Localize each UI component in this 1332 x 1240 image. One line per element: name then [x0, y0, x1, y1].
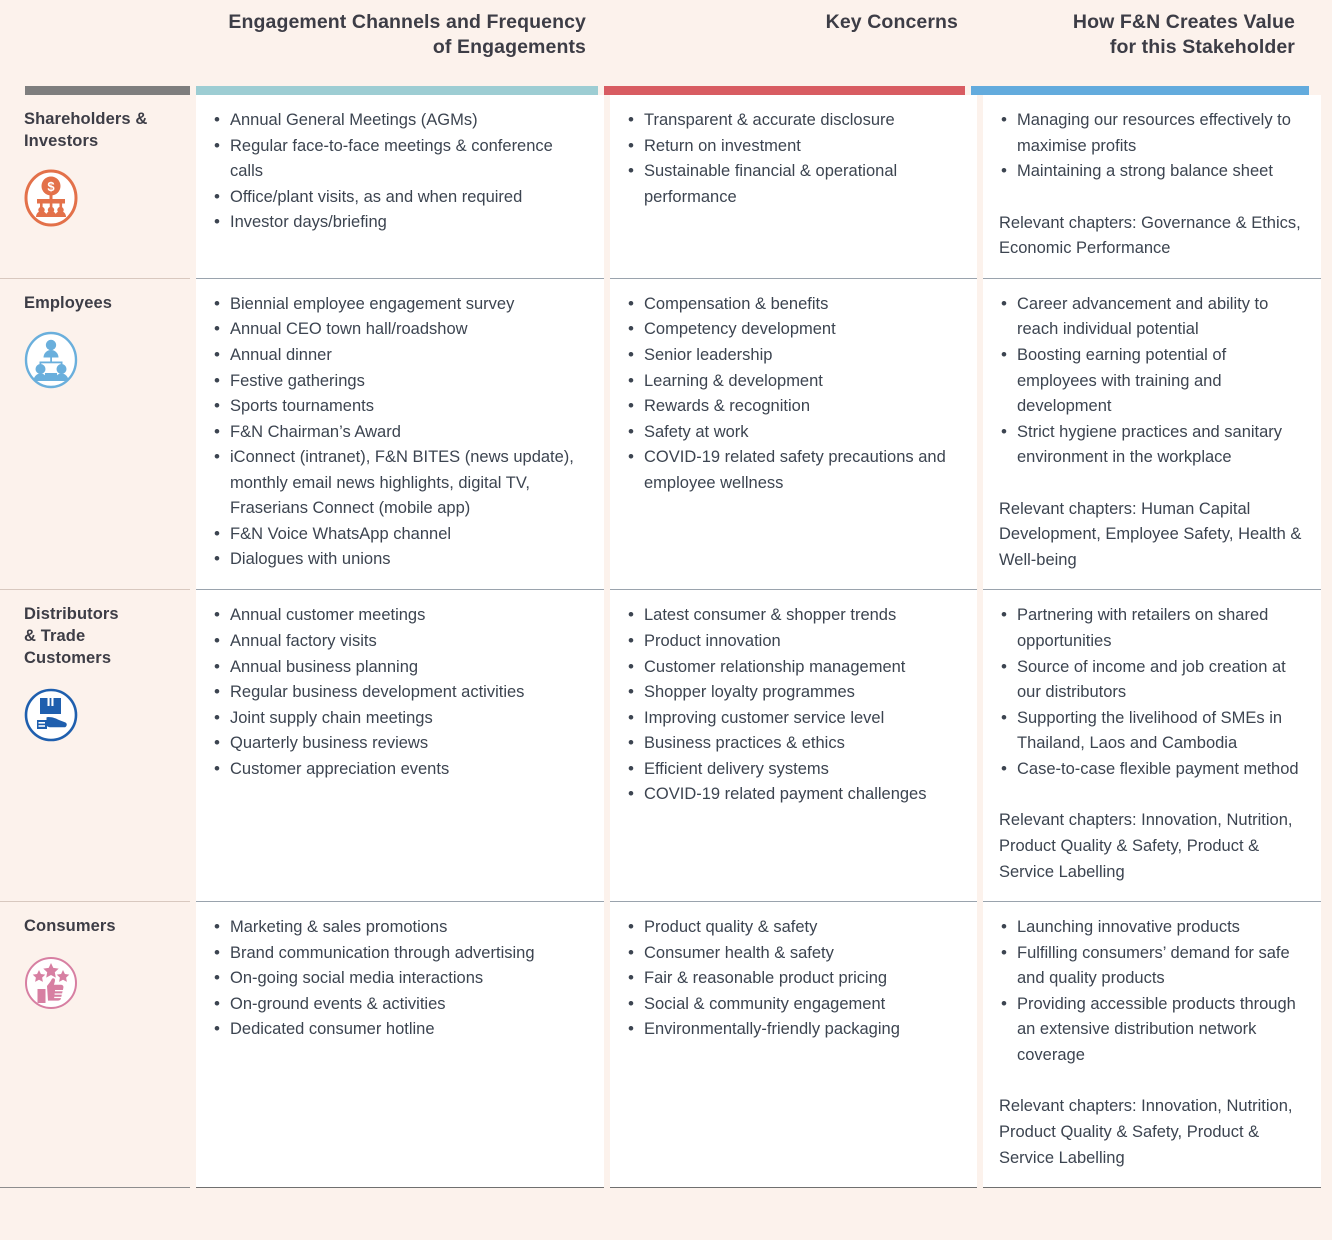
table-body: [0, 95, 1332, 1188]
value-cell: [983, 95, 1321, 279]
value-cell: [983, 902, 1321, 1188]
key-concerns-cell: [610, 590, 977, 902]
list-item: • Transparent & accurate disclosure: [622, 108, 963, 134]
stakeholder-label-line: Investors: [24, 131, 99, 150]
list-item: • COVID-19 related safety precautions and employee wellness: [622, 445, 963, 496]
header-stakeholder-spacer: [0, 0, 190, 86]
list-item: • Fair & reasonable product pricing: [622, 966, 963, 992]
list-item: • Improving customer service level: [622, 706, 963, 732]
stakeholder-cell-consumers: [0, 902, 190, 1188]
stakeholder-label: [24, 916, 176, 938]
list-item: • Dedicated consumer hotline: [208, 1017, 590, 1043]
list-item: • Managing our resources effectively to maximise profits: [995, 108, 1307, 159]
list-item: • Career advancement and ability to reach individual potential: [995, 292, 1307, 343]
list-item: • F&N Chairman’s Award: [208, 420, 590, 446]
value-list: [995, 108, 1307, 185]
list-item: • Supporting the livelihood of SMEs in Thailand, Laos and Cambodia: [995, 706, 1307, 757]
shareholder-investor-icon: [24, 169, 176, 227]
relevant-chapters: Relevant chapters: Innovation, Nutrition, Product Quality & Safety, Product & Service Labelling: [999, 1097, 1293, 1167]
list-item: • Annual business planning: [208, 655, 590, 681]
key-concerns-list: [622, 108, 963, 210]
stakeholder-label: [24, 109, 176, 153]
list-item: • Regular business development activities: [208, 680, 590, 706]
list-item: • Business practices & ethics: [622, 731, 963, 757]
list-item: • Maintaining a strong balance sheet: [995, 159, 1307, 185]
engagement-cell: [196, 902, 604, 1188]
list-item: • Fulfilling consumers’ demand for safe and quality products: [995, 941, 1307, 992]
list-item: • Office/plant visits, as and when required: [208, 185, 590, 211]
value-list: [995, 292, 1307, 471]
table-header: [0, 0, 1332, 86]
list-item: • Shopper loyalty programmes: [622, 680, 963, 706]
consumers-icon: [24, 954, 176, 1012]
color-bar-stakeholder: [25, 86, 190, 95]
table-row: [0, 902, 1332, 1188]
list-item: • Case-to-case flexible payment method: [995, 757, 1307, 783]
stakeholder-cell-shareholders: [0, 95, 190, 279]
key-concerns-list: [622, 292, 963, 497]
stakeholder-label-line: & Trade: [24, 627, 86, 646]
key-concerns-list: [622, 603, 963, 808]
list-item: • Regular face-to-face meetings & conference calls: [208, 134, 590, 185]
stakeholder-label-line: Customers: [24, 648, 112, 667]
list-item: • Launching innovative products: [995, 915, 1307, 941]
value-list: [995, 603, 1307, 782]
relevant-chapters: Relevant chapters: Innovation, Nutrition, Product Quality & Safety, Product & Service Labelling: [999, 811, 1293, 881]
key-concerns-list: [622, 915, 963, 1043]
list-item: • Product quality & safety: [622, 915, 963, 941]
column-header-value: [970, 0, 1317, 86]
engagement-list: [208, 915, 590, 1043]
list-item: • Strict hygiene practices and sanitary environment in the workplace: [995, 420, 1307, 471]
list-item: • Safety at work: [622, 420, 963, 446]
table-row: [0, 590, 1332, 902]
list-item: • iConnect (intranet), F&N BITES (news update), monthly email news highlights, digital TV, Fraserians Connect (mobile app): [208, 445, 590, 522]
list-item: • Customer appreciation events: [208, 757, 590, 783]
engagement-list: [208, 603, 590, 782]
color-bar-engagement: [196, 86, 598, 95]
list-item: • Consumer health & safety: [622, 941, 963, 967]
list-item: • Boosting earning potential of employees with training and development: [995, 343, 1307, 420]
list-item: • Dialogues with unions: [208, 547, 590, 573]
svg-text:$: $: [47, 178, 55, 194]
color-bar-key-concerns: [604, 86, 965, 95]
list-item: • Environmentally-friendly packaging: [622, 1017, 963, 1043]
list-item: • Social & community engagement: [622, 992, 963, 1018]
table-row: [0, 279, 1332, 591]
distributors-trade-customers-icon: [24, 686, 176, 744]
stakeholder-cell-distributors: [0, 590, 190, 902]
list-item: • Marketing & sales promotions: [208, 915, 590, 941]
list-item: • Product innovation: [622, 629, 963, 655]
list-item: • On-ground events & activities: [208, 992, 590, 1018]
stakeholder-label-line: Employees: [24, 293, 113, 312]
list-item: • Source of income and job creation at our distributors: [995, 655, 1307, 706]
list-item: • Quarterly business reviews: [208, 731, 590, 757]
list-item: • Return on investment: [622, 134, 963, 160]
table-row: [0, 95, 1332, 279]
list-item: • F&N Voice WhatsApp channel: [208, 522, 590, 548]
employees-icon: [24, 331, 176, 389]
column-header-key-concerns: [598, 0, 970, 86]
column-color-bars: [0, 86, 1332, 95]
value-list: [995, 915, 1307, 1068]
stakeholder-cell-employees: [0, 279, 190, 591]
list-item: • On-going social media interactions: [208, 966, 590, 992]
stakeholder-label: [24, 293, 176, 315]
relevant-chapters: Relevant chapters: Human Capital Development, Employee Safety, Health & Well-being: [999, 499, 1302, 569]
list-item: • Biennial employee engagement survey: [208, 292, 590, 318]
list-item: • Brand communication through advertising: [208, 941, 590, 967]
column-header-value-line1: How F&N Creates Value: [1072, 11, 1295, 33]
color-bar-value: [971, 86, 1309, 95]
list-item: • Sports tournaments: [208, 394, 590, 420]
list-item: • Investor days/briefing: [208, 210, 590, 236]
engagement-list: [208, 292, 590, 573]
list-item: • Annual factory visits: [208, 629, 590, 655]
stakeholder-label: [24, 604, 176, 669]
engagement-cell: [196, 279, 604, 591]
list-item: • Providing accessible products through an extensive distribution network coverage: [995, 992, 1307, 1069]
list-item: • Partnering with retailers on shared opportunities: [995, 603, 1307, 654]
list-item: • Customer relationship management: [622, 655, 963, 681]
relevant-chapters: Relevant chapters: Governance & Ethics, Economic Performance: [999, 213, 1301, 258]
list-item: • Efficient delivery systems: [622, 757, 963, 783]
stakeholder-label-line: Shareholders &: [24, 110, 148, 128]
value-cell: [983, 279, 1321, 591]
list-item: • Joint supply chain meetings: [208, 706, 590, 732]
list-item: • Compensation & benefits: [622, 292, 963, 318]
list-item: • COVID-19 related payment challenges: [622, 782, 963, 808]
list-item: • Rewards & recognition: [622, 394, 963, 420]
list-item: • Festive gatherings: [208, 369, 590, 395]
list-item: • Sustainable financial & operational performance: [622, 159, 963, 210]
list-item: • Annual CEO town hall/roadshow: [208, 317, 590, 343]
column-header-key-concerns-text: Key Concerns: [825, 11, 958, 33]
engagement-cell: [196, 95, 604, 279]
key-concerns-cell: [610, 902, 977, 1188]
list-item: • Annual dinner: [208, 343, 590, 369]
list-item: • Annual customer meetings: [208, 603, 590, 629]
column-header-engagement: [190, 0, 598, 86]
list-item: • Latest consumer & shopper trends: [622, 603, 963, 629]
list-item: • Senior leadership: [622, 343, 963, 369]
key-concerns-cell: [610, 279, 977, 591]
stakeholder-label-line: Distributors: [24, 605, 119, 624]
stakeholder-label-line: Consumers: [24, 917, 116, 936]
column-header-engagement-line2: of Engagements: [432, 35, 586, 58]
list-item: • Competency development: [622, 317, 963, 343]
engagement-cell: [196, 590, 604, 902]
list-item: • Annual General Meetings (AGMs): [208, 108, 590, 134]
value-cell: [983, 590, 1321, 902]
column-header-engagement-line1: Engagement Channels and Frequency: [228, 11, 586, 33]
engagement-list: [208, 108, 590, 236]
column-header-value-line2: for this Stakeholder: [1109, 35, 1295, 58]
list-item: • Learning & development: [622, 369, 963, 395]
key-concerns-cell: [610, 95, 977, 279]
